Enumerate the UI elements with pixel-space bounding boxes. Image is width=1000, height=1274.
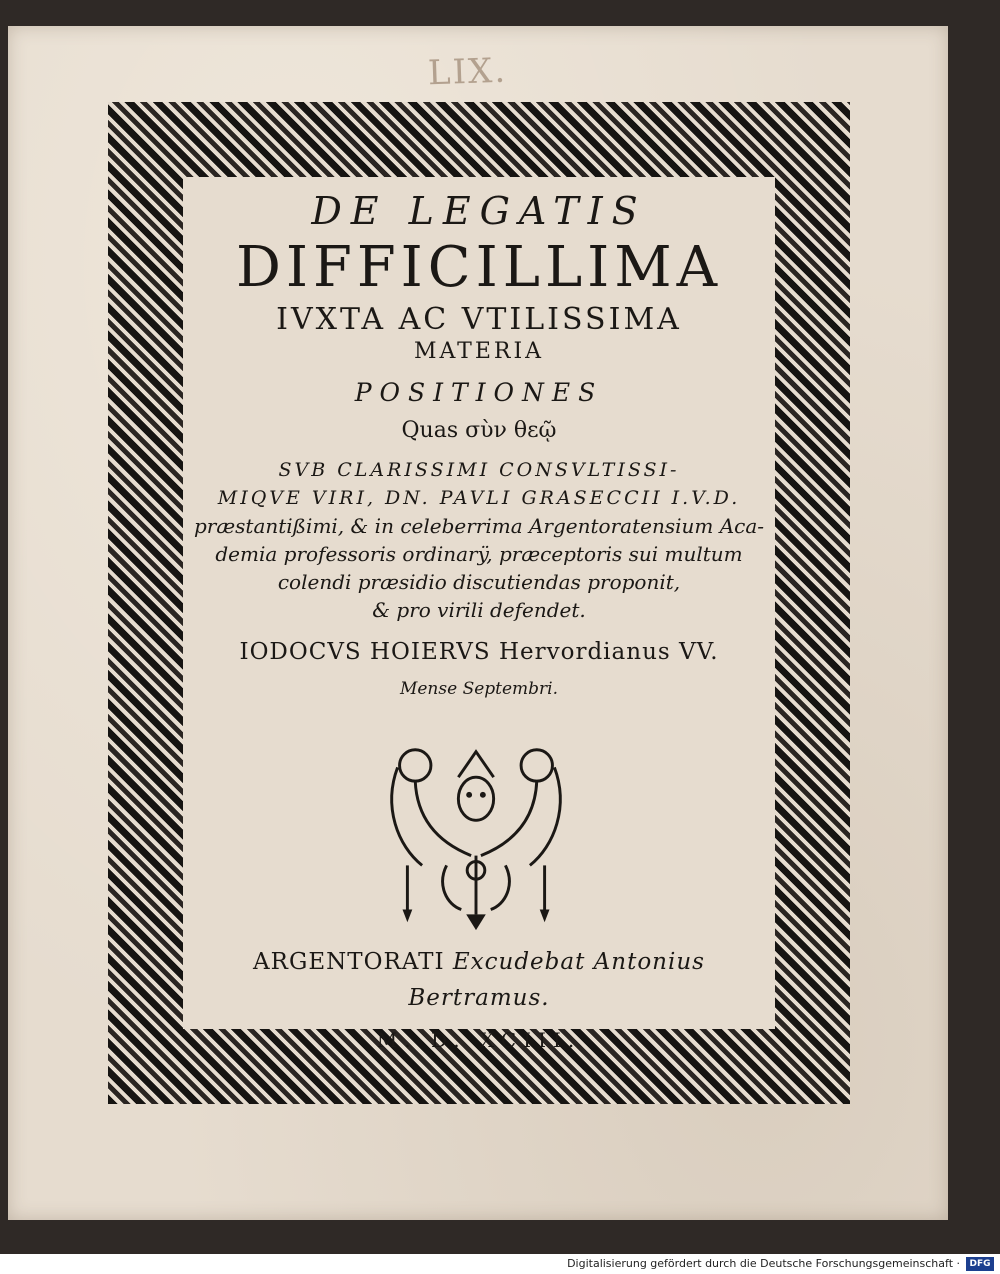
shelfmark: LIX. bbox=[427, 50, 508, 94]
printer-vignette-icon bbox=[378, 738, 574, 934]
body-line: SVB CLARISSIMI CONSVLTISSI- bbox=[278, 459, 680, 481]
title-line-2: DIFFICILLIMA bbox=[235, 235, 723, 300]
footer-credit: Digitalisierung gefördert durch die Deutsche Forschungsgemeinschaft · bbox=[567, 1257, 960, 1270]
body-line: colendi præsidio discutiendas proponit, bbox=[277, 570, 681, 594]
author-line: IODOCVS HOIERVS Hervordianus VV. bbox=[239, 639, 719, 665]
imprint-printer: Excudebat Antonius Bertramus. bbox=[408, 949, 705, 1011]
body-line: MIQVE VIRI, DN. PAVLI GRASECCII I.V.D. bbox=[217, 487, 741, 509]
quas-line: Quas σὺν θεῷ bbox=[401, 418, 557, 443]
footer-bar bbox=[0, 1254, 1000, 1274]
imprint-city: ARGENTORATI bbox=[253, 949, 445, 975]
positiones-heading: POSITIONES bbox=[354, 378, 604, 407]
title-line-1: DE LEGATIS bbox=[311, 189, 647, 233]
body-line: præstantißimi, & in celeberrima Argentoratensium Aca- bbox=[193, 514, 765, 538]
month-line: Mense Septembri. bbox=[399, 679, 559, 699]
title-block bbox=[186, 186, 772, 704]
imprint bbox=[186, 944, 772, 1056]
title-line-3: IVXTA AC VTILISSIMA bbox=[276, 302, 682, 337]
body-line: & pro virili defendet. bbox=[372, 598, 586, 622]
body-line: demia professoris ordinarÿ, præceptoris sui multum bbox=[215, 542, 743, 566]
imprint-place-line bbox=[186, 944, 772, 1016]
body-text bbox=[186, 456, 772, 624]
dfg-logo-icon: DFG bbox=[966, 1257, 994, 1271]
imprint-year: M. D. XCIII. bbox=[376, 1028, 582, 1052]
title-line-4: MATERIA bbox=[413, 339, 545, 364]
